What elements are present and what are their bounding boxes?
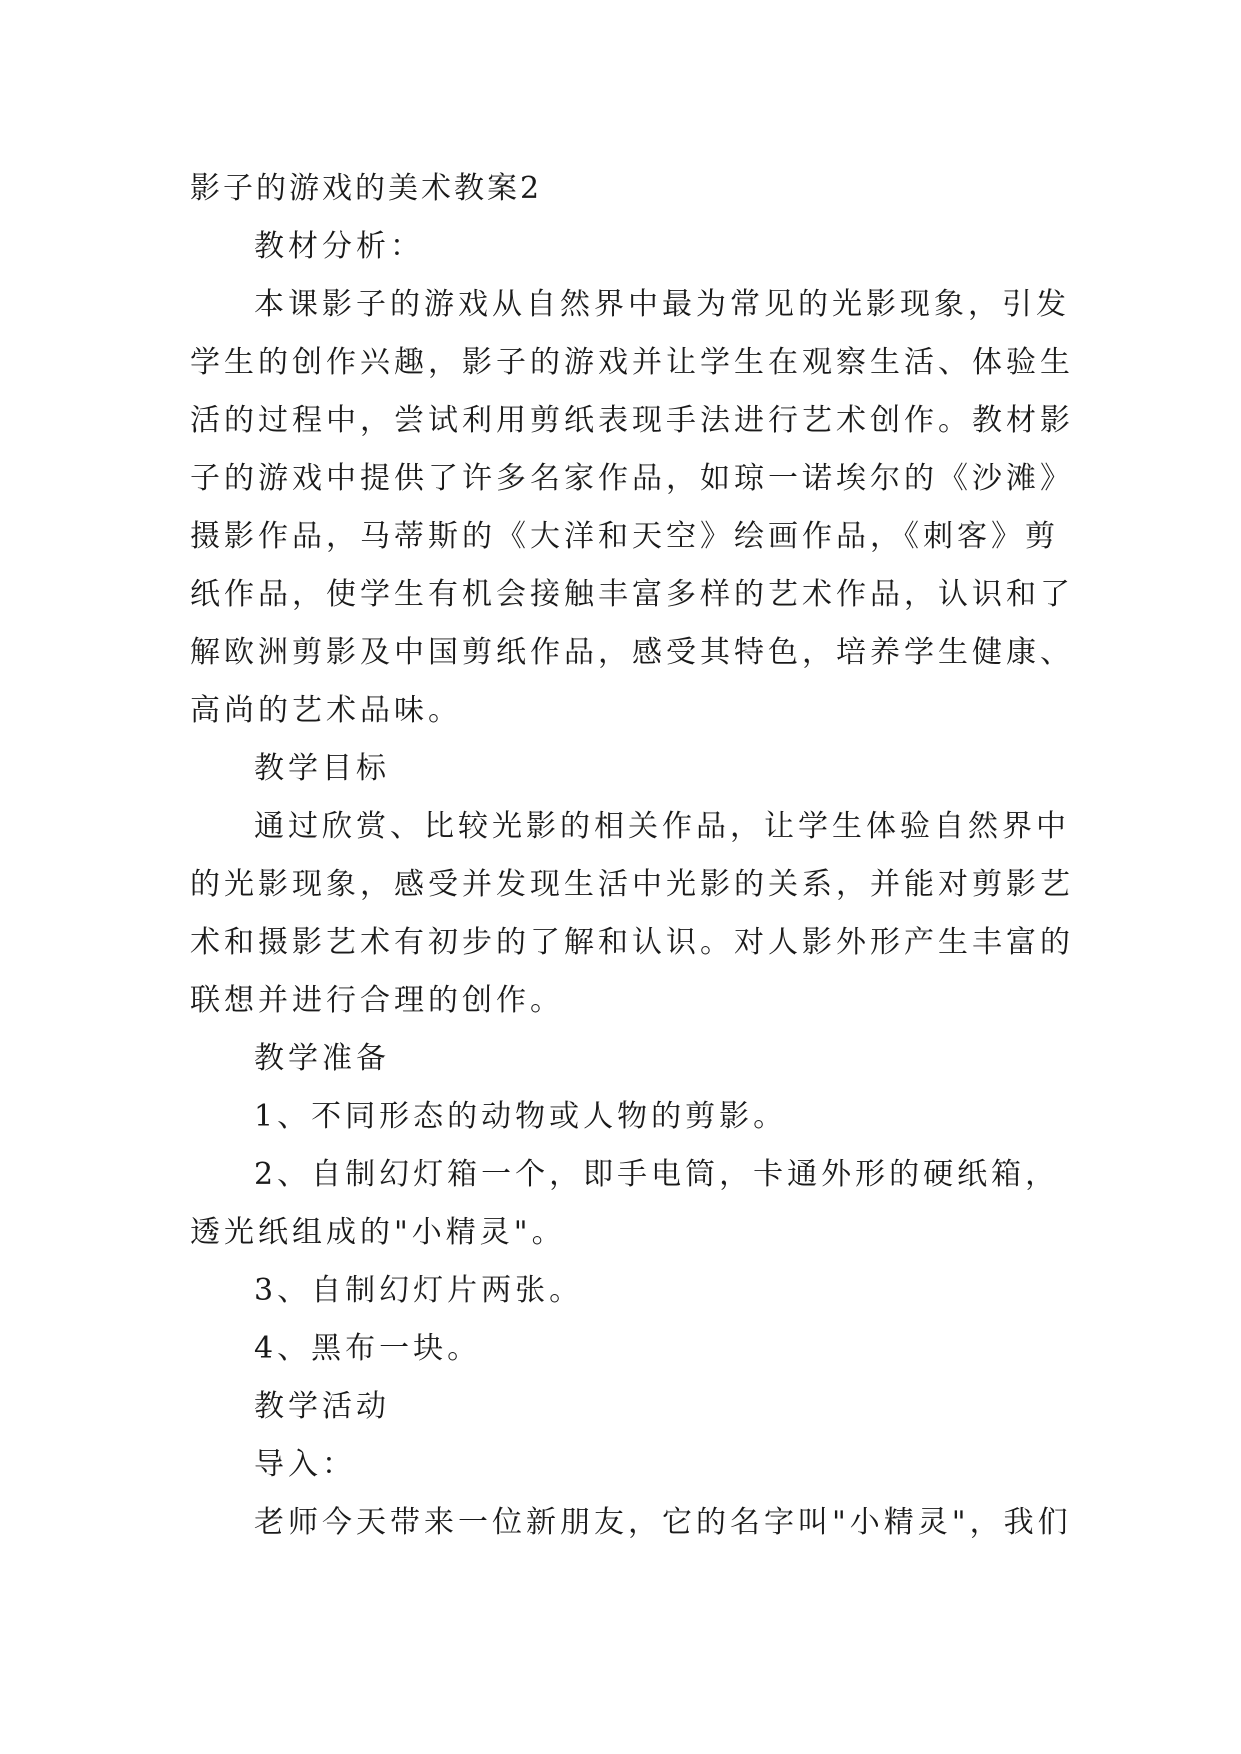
paragraph-line: 本课影子的游戏从自然界中最为常见的光影现象，引发 bbox=[254, 287, 1070, 322]
document-body bbox=[190, 160, 1074, 1552]
section-heading: 教材分析： bbox=[254, 229, 424, 264]
section-heading: 教学目标 bbox=[254, 751, 390, 786]
paragraph-line: 术和摄影艺术有初步的了解和认识。对人影外形产生丰富的 bbox=[190, 925, 1074, 960]
section-heading: 教学活动 bbox=[254, 1389, 390, 1424]
list-item: 3、自制幻灯片两张。 bbox=[254, 1273, 584, 1308]
paragraph-line: 摄影作品，马蒂斯的《大洋和天空》绘画作品，《刺客》剪 bbox=[190, 519, 1059, 554]
paragraph-line: 子的游戏中提供了许多名家作品，如琼一诺埃尔的《沙滩》 bbox=[190, 461, 1074, 496]
subsection-heading: 导入： bbox=[254, 1447, 356, 1482]
list-item: 1、不同形态的动物或人物的剪影。 bbox=[254, 1099, 788, 1134]
list-item: 2、自制幻灯箱一个，即手电筒，卡通外形的硬纸箱， bbox=[254, 1157, 1060, 1192]
paragraph-line: 的光影现象，感受并发现生活中光影的关系，并能对剪影艺 bbox=[190, 867, 1074, 902]
list-item-continuation: 透光纸组成的"小精灵"。 bbox=[190, 1215, 566, 1250]
paragraph-line: 解欧洲剪影及中国剪纸作品，感受其特色，培养学生健康、 bbox=[190, 635, 1074, 670]
section-heading: 教学准备 bbox=[254, 1041, 390, 1076]
paragraph-line: 老师今天带来一位新朋友，它的名字叫"小精灵"，我们 bbox=[254, 1505, 1072, 1540]
paragraph-line: 活的过程中，尝试利用剪纸表现手法进行艺术创作。教材影 bbox=[190, 403, 1074, 438]
paragraph-line: 通过欣赏、比较光影的相关作品，让学生体验自然界中 bbox=[254, 809, 1070, 844]
document-title: 影子的游戏的美术教案2 bbox=[190, 171, 543, 206]
paragraph-line: 高尚的艺术品味。 bbox=[190, 693, 462, 728]
paragraph-line: 学生的创作兴趣，影子的游戏并让学生在观察生活、体验生 bbox=[190, 345, 1074, 380]
paragraph-line: 纸作品，使学生有机会接触丰富多样的艺术作品，认识和了 bbox=[190, 577, 1074, 612]
paragraph-line: 联想并进行合理的创作。 bbox=[190, 983, 564, 1018]
list-item: 4、黑布一块。 bbox=[254, 1331, 482, 1366]
